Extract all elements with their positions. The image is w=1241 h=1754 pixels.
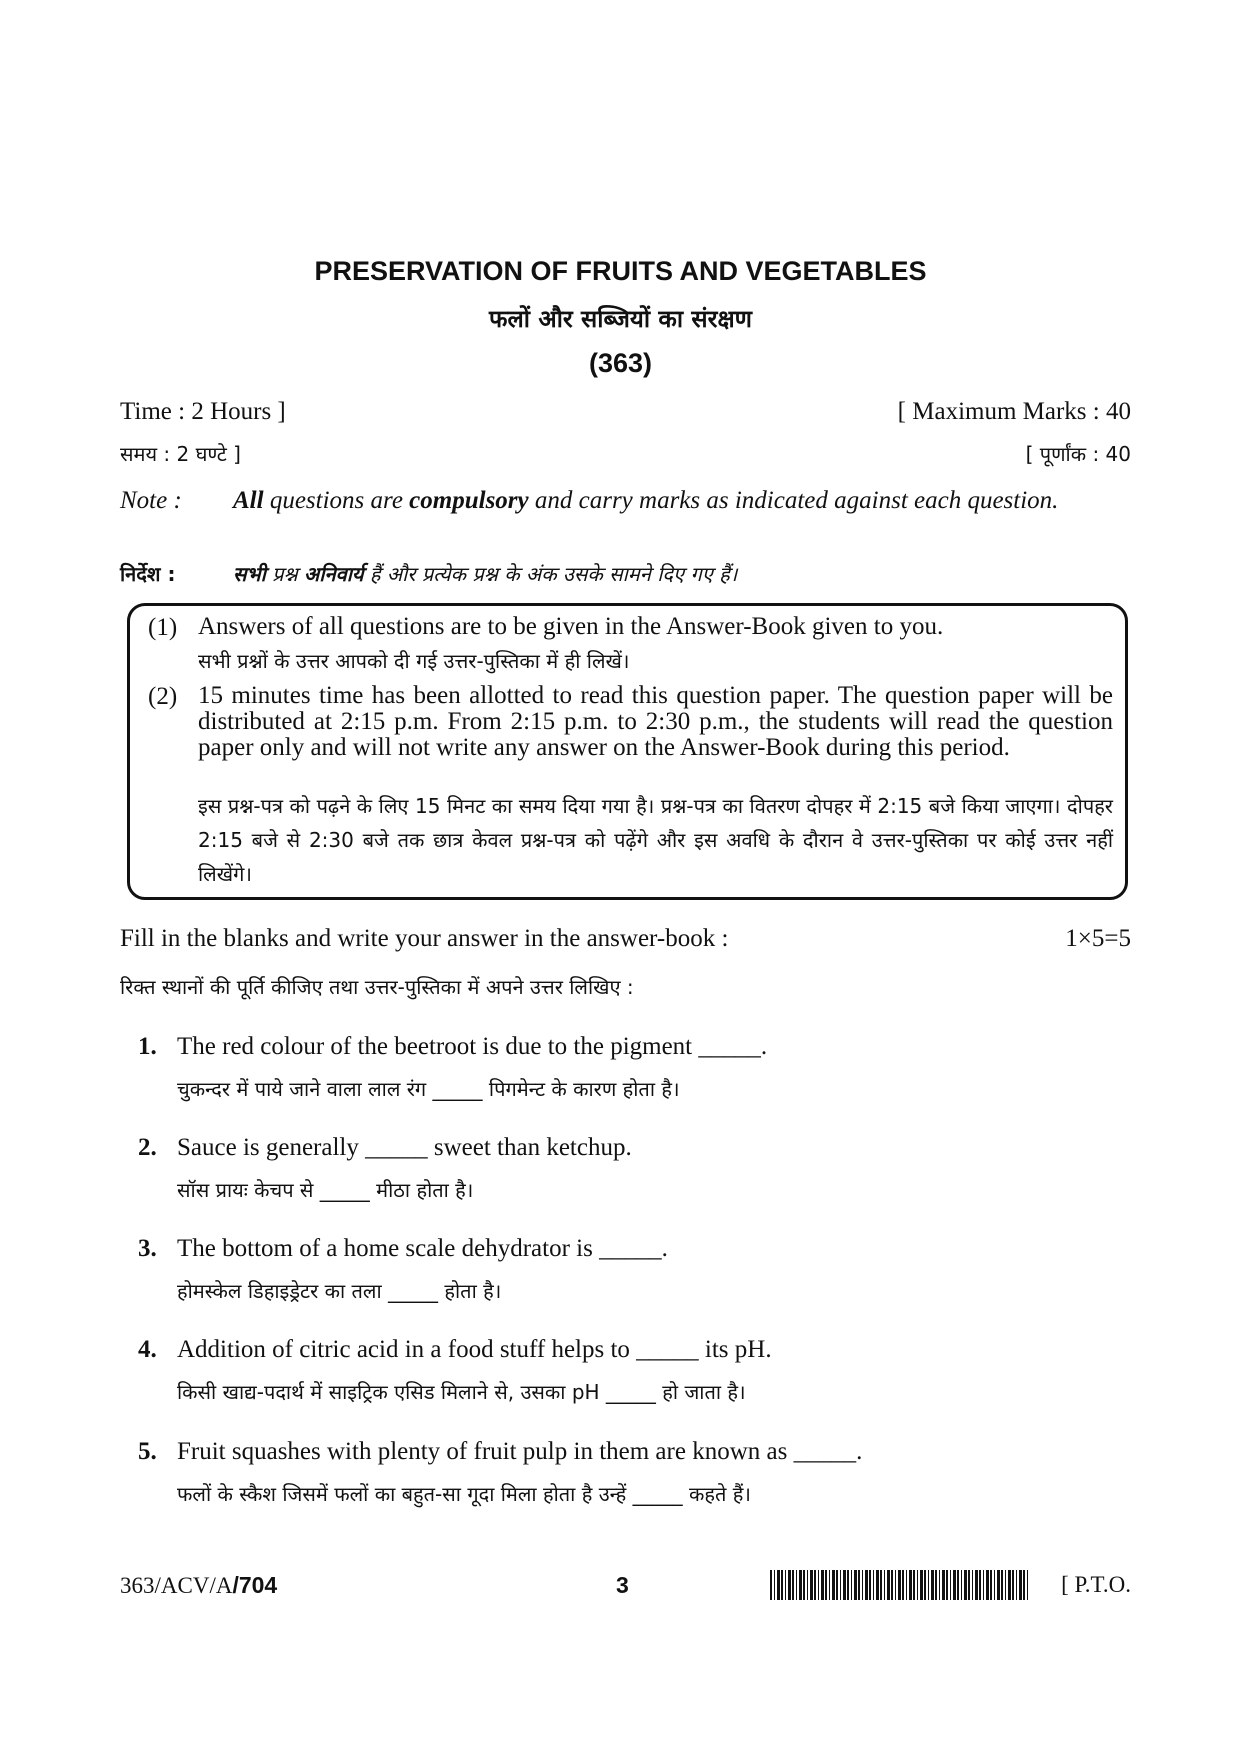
footer-code bbox=[120, 1572, 277, 1599]
note-part: and carry marks as indicated against each question. bbox=[528, 487, 1059, 514]
question-text-en: The red colour of the beetroot is due to the pigment _____. bbox=[177, 1033, 768, 1060]
time-hi: समय : 2 घण्टे ] bbox=[120, 442, 241, 466]
instruction-text-hi: इस प्रश्न-पत्र को पढ़ने के लिए 15 मिनट का समय दिया गया है। प्रश्न-पत्र का वितरण दोपहर में 2:15 बजे किया जाएगा। दोपहर 2:15 बजे से 2:30 बजे तक छात्र केवल प्रश्न-पत्र को पढ़ेंगे और इस अवधि के दौरान वे उत्तर-पुस्तिका पर कोई उत्तर नहीं लिखेंगे। bbox=[198, 794, 1113, 886]
barcode bbox=[770, 1570, 1030, 1600]
paper-title-hi: फलों और सब्जियों का संरक्षण bbox=[488, 305, 753, 333]
instructions-box bbox=[127, 603, 1128, 900]
question-number: 5. bbox=[138, 1438, 157, 1465]
question-number: 3. bbox=[138, 1235, 157, 1262]
note-compulsory: compulsory bbox=[409, 487, 529, 514]
note-label: Note : bbox=[120, 487, 182, 514]
section-heading-en: Fill in the blanks and write your answer in the answer-book : bbox=[120, 925, 729, 952]
question-text-en: Fruit squashes with plenty of fruit pulp in them are known as _____. bbox=[177, 1438, 863, 1465]
question-text-en: Addition of citric acid in a food stuff helps to _____ its pH. bbox=[177, 1336, 772, 1363]
section-heading-hi: रिक्त स्थानों की पूर्ति कीजिए तथा उत्तर-पुस्तिका में अपने उत्तर लिखिए : bbox=[120, 975, 634, 999]
note-text bbox=[233, 487, 1131, 514]
question-text-hi: होमस्केल डिहाइड्रेटर का तला _____ होता है। bbox=[177, 1279, 502, 1303]
question-number: 2. bbox=[138, 1134, 157, 1161]
instruction-text-en: 15 minutes time has been allotted to read this question paper. The question paper will be distributed at 2:15 p.m. From 2:15 p.m. to 2:30 p.m., the students will read the question paper only and will not write any answer on the Answer-Book during this period. bbox=[198, 682, 1113, 761]
question-number: 1. bbox=[138, 1033, 157, 1060]
note-hi-part: सभी bbox=[233, 562, 266, 586]
instruction-text-hi: सभी प्रश्नों के उत्तर आपको दी गई उत्तर-पुस्तिका में ही लिखें। bbox=[198, 649, 630, 673]
section-marks: 1×5=5 bbox=[1065, 925, 1131, 952]
paper-code: (363) bbox=[588, 348, 653, 378]
instruction-number: (2) bbox=[148, 683, 178, 710]
note-hi-part: अनिवार्य bbox=[304, 562, 364, 586]
pto: [ P.T.O. bbox=[1061, 1572, 1131, 1597]
question-text-hi: सॉस प्रायः केचप से _____ मीठा होता है। bbox=[177, 1178, 474, 1202]
max-marks-hi: [ पूर्णांक : 40 bbox=[1025, 442, 1131, 466]
note-all: All bbox=[233, 487, 264, 514]
note-part: questions are bbox=[263, 487, 410, 514]
note-label-hi: निर्देश : bbox=[120, 562, 176, 586]
question-text-hi: फलों के स्कैश जिसमें फलों का बहुत-सा गूदा मिला होता है उन्हें _____ कहते हैं। bbox=[177, 1482, 751, 1506]
max-marks-en: [ Maximum Marks : 40 bbox=[897, 398, 1131, 425]
question-text-hi: किसी खाद्य-पदार्थ में साइट्रिक एसिड मिलाने से, उसका pH _____ हो जाता है। bbox=[177, 1380, 746, 1404]
footer-code-bold: /704 bbox=[232, 1572, 278, 1598]
page-number: 3 bbox=[616, 1572, 629, 1598]
footer-code-prefix: 363/ACV/A bbox=[120, 1573, 233, 1598]
instruction-text-en: Answers of all questions are to be given in the Answer-Book given to you. bbox=[198, 613, 944, 640]
question-number: 4. bbox=[138, 1336, 157, 1363]
paper-title-en: PRESERVATION OF FRUITS AND VEGETABLES bbox=[314, 256, 927, 286]
time-en: Time : 2 Hours ] bbox=[120, 398, 286, 425]
note-text-hi bbox=[233, 560, 737, 587]
note-hi-part: हैं और प्रत्येक प्रश्न के अंक उसके सामने दिए गए हैं। bbox=[363, 562, 738, 586]
question-text-en: Sauce is generally _____ sweet than ketchup. bbox=[177, 1134, 632, 1161]
note-hi-part: प्रश्न bbox=[265, 562, 305, 586]
question-text-en: The bottom of a home scale dehydrator is _____. bbox=[177, 1235, 668, 1262]
instruction-number: (1) bbox=[148, 614, 178, 641]
question-text-hi: चुकन्दर में पाये जाने वाला लाल रंग _____ पिगमेन्ट के कारण होता है। bbox=[177, 1077, 680, 1101]
